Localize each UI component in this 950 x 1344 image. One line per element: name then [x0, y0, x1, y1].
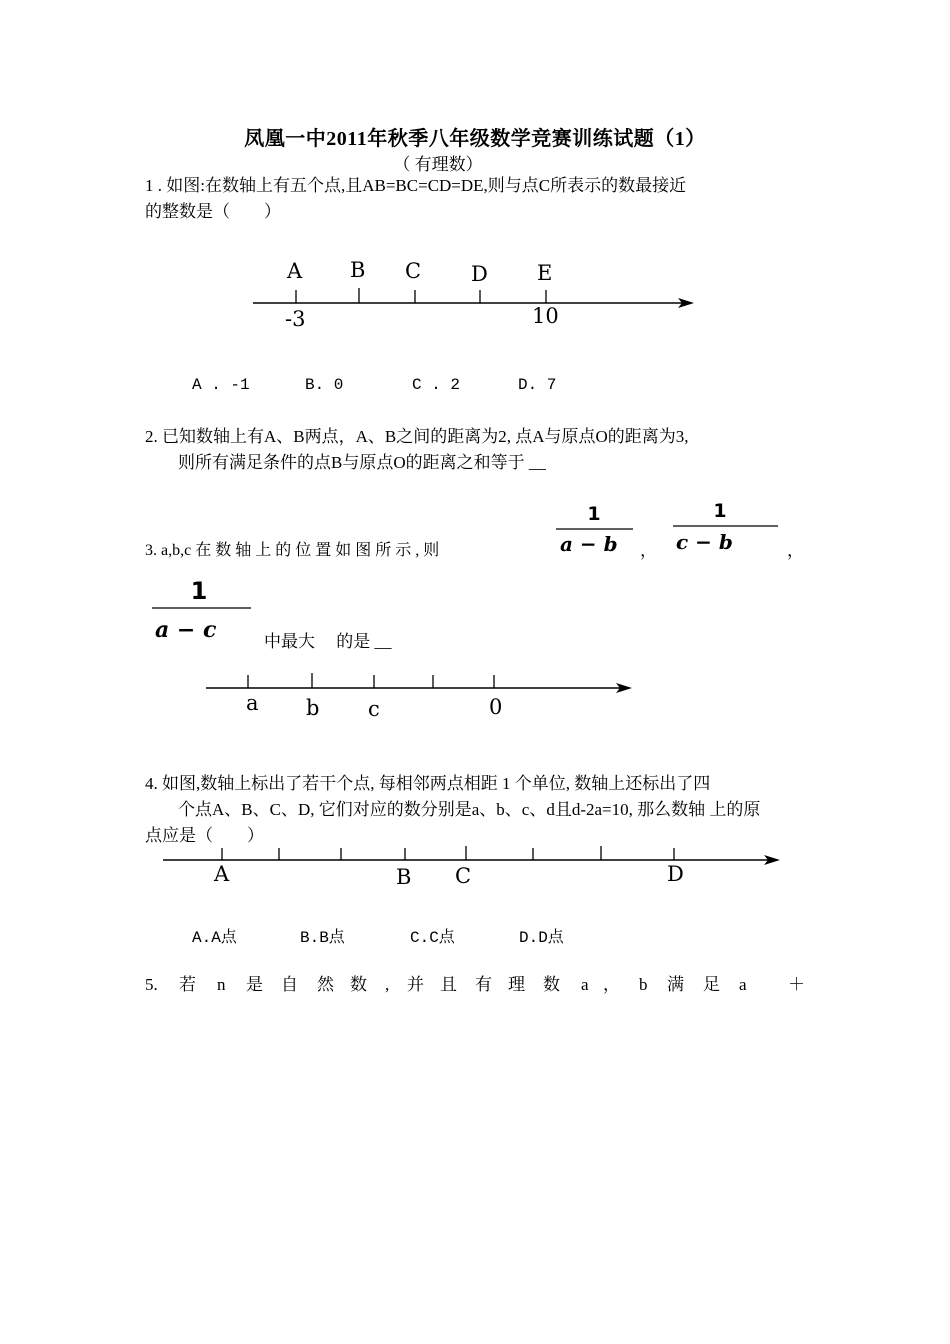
- question-4-line-2: 个点A、B、C、D, 它们对应的数分别是a、b、c、d且d-2a=10, 那么数轴 上的原: [178, 800, 761, 819]
- q5-char: ＋: [788, 975, 805, 994]
- axis-label-zero: 0: [489, 695, 503, 719]
- question-4-option-b: B.B点: [300, 929, 345, 947]
- q5-char: a: [739, 975, 747, 994]
- axis-label-a: A: [214, 862, 230, 886]
- q5-char: 有: [475, 975, 492, 994]
- axis-label-b: b: [306, 696, 320, 720]
- question-2-line-1: 2. 已知数轴上有A、B两点，A、B之间的距离为2, 点A与原点O的距离为3,: [145, 427, 689, 446]
- question-4-option-a: A.A点: [192, 929, 237, 947]
- fraction-2-denominator: c − b: [676, 530, 733, 554]
- fraction-1-comma: ，: [640, 541, 657, 560]
- question-1-option-c: C . 2: [412, 376, 461, 394]
- q5-char: 然: [317, 975, 334, 994]
- question-2-line-2: 则所有满足条件的点B与原点O的距离之和等于 __: [178, 453, 546, 472]
- q5-char: ，: [603, 975, 620, 994]
- axis-value-a: -3: [285, 307, 306, 331]
- question-3-text: 3. a,b,c 在 数 轴 上 的 位 置 如 图 所 示 , 则: [145, 542, 440, 559]
- axis-label-e: E: [537, 261, 553, 285]
- axis-label-c: c: [368, 697, 380, 721]
- question-1-line-1: 1 . 如图:在数轴上有五个点,且AB=BC=CD=DE,则与点C所表示的数最接近: [145, 176, 687, 195]
- q5-char: b: [639, 975, 648, 994]
- fraction-3-numerator: 1: [190, 577, 208, 605]
- q5-char: 自: [281, 975, 298, 994]
- page-title: 凤凰一中2011年秋季八年级数学竞赛训练试题（1）: [244, 128, 706, 150]
- q5-char: a: [581, 975, 589, 994]
- question-4-option-c: C.C点: [410, 929, 455, 947]
- fraction-2-numerator: 1: [713, 500, 727, 522]
- q5-char: 数: [350, 975, 367, 994]
- q5-char: 5.: [145, 975, 158, 994]
- axis-label-d: D: [667, 862, 684, 886]
- question-4-line-3: 点应是（ ）: [145, 826, 264, 845]
- question-3-tail: 中最大 的是 __: [264, 632, 392, 651]
- fraction-1-denominator: a − b: [560, 532, 618, 556]
- q5-char: ,: [385, 975, 390, 994]
- axis-value-e: 10: [532, 304, 559, 328]
- q5-char: 满: [667, 975, 684, 994]
- axis-label-c: C: [455, 864, 472, 888]
- q5-char: 若: [179, 975, 196, 994]
- q5-char: 且: [440, 975, 457, 994]
- axis-label-a: a: [246, 691, 259, 715]
- axis-label-b: B: [350, 258, 366, 282]
- question-4-line-1: 4. 如图,数轴上标出了若干个点, 每相邻两点相距 1 个单位, 数轴上还标出了四: [145, 774, 711, 793]
- axis-label-b: B: [396, 865, 412, 889]
- q5-char: 足: [703, 975, 720, 994]
- axis-label-a: A: [287, 259, 303, 283]
- q5-char: 数: [543, 975, 560, 994]
- question-1-option-a: A . -1: [192, 376, 250, 394]
- question-1-line-2: 的整数是（ ）: [145, 202, 281, 221]
- question-1-option-b: B. 0: [305, 376, 344, 394]
- fraction-1-numerator: 1: [587, 503, 601, 525]
- fraction-2-comma: ，: [787, 541, 804, 560]
- page-subtitle: （ 有理数）: [393, 155, 483, 174]
- axis-label-c: C: [405, 259, 422, 283]
- q5-char: 是: [246, 975, 263, 994]
- q5-char: 理: [508, 975, 525, 994]
- q5-char: 并: [407, 975, 424, 994]
- q5-char: n: [217, 975, 226, 994]
- axis-label-d: D: [471, 262, 488, 286]
- fraction-3-denominator: a − c: [155, 617, 217, 643]
- question-4-option-d: D.D点: [519, 929, 564, 947]
- question-1-option-d: D. 7: [518, 376, 557, 394]
